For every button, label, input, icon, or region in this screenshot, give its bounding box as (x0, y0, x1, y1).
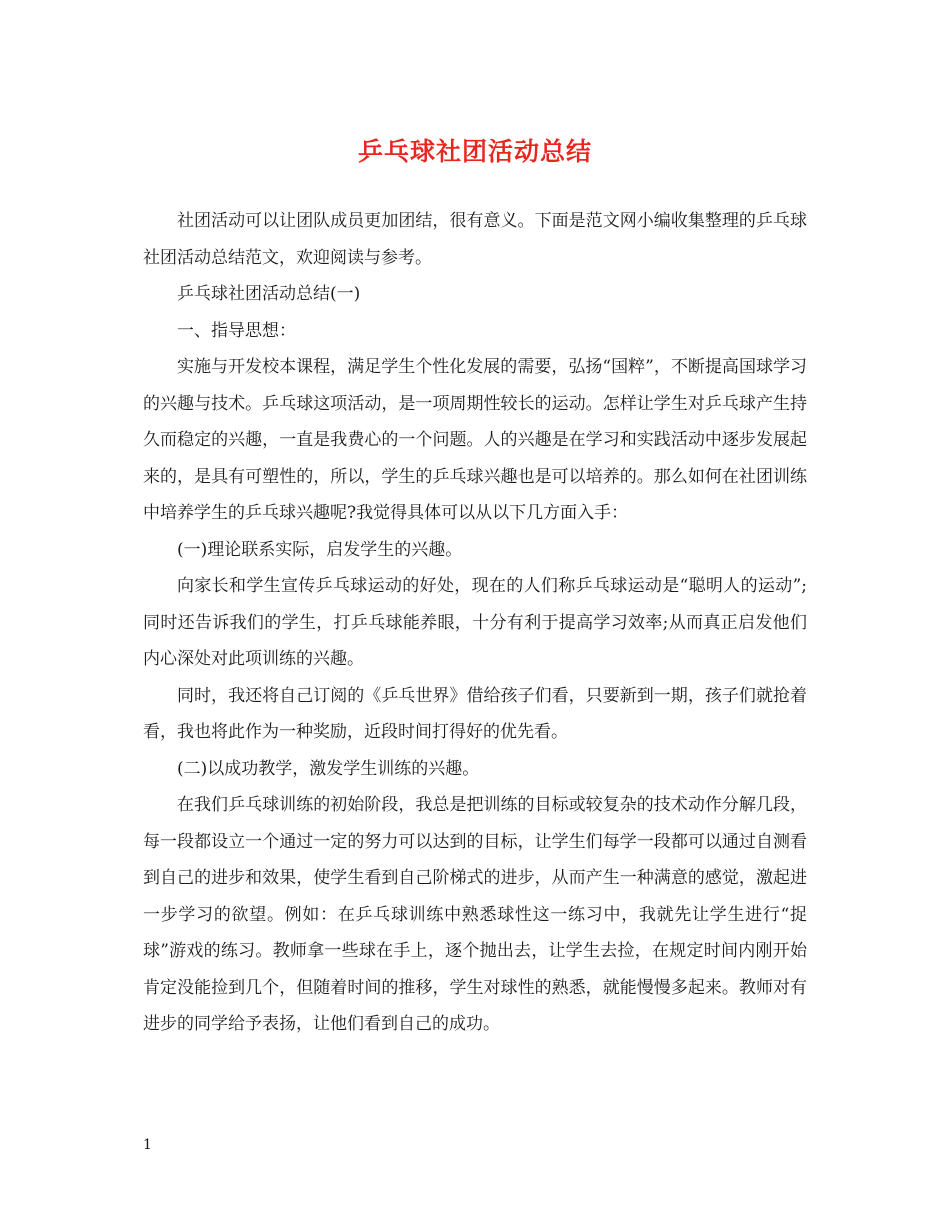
paragraph-subheading-success: (二)以成功教学，激发学生训练的兴趣。 (177, 758, 480, 779)
paragraph-theory-2: 同时，我还将自己订阅的《乒乓世界》借给孩子们看，只要新到一期，孩子们就抢着看，我也将此作为一种奖励，近段时间打得好的优先看。 (143, 685, 807, 742)
document-title: 乒乓球社团活动总结 (357, 137, 592, 166)
paragraph-subheading-theory: (一)理论联系实际，启发学生的兴趣。 (177, 539, 463, 560)
paragraph-section-heading: 乒乓球社团活动总结(一) (177, 284, 361, 304)
paragraph-guiding-thought: 实施与开发校本课程，满足学生个性化发展的需要，弘扬“国粹”，不断提高国球学习的兴趣与技术。乒乓球这项活动，是一项周期性较长的运动。怎样让学生对乒乓球产生持久而稳定的兴趣，一直是我费心的一个问题。人的兴趣是在学习和实践活动中逐步发展起来的，是具有可塑性的，所以，学生的乒乓球兴趣也是可以培养的。那么如何在社团训练中培养学生的乒乓球兴趣呢?我觉得具体可以从以下几方面入手： (143, 357, 807, 523)
paragraph-theory-1: 向家长和学生宣传乒乓球运动的好处，现在的人们称乒乓球运动是“聪明人的运动”;同时还告诉我们的学生，打乒乓球能养眼，十分有利于提高学习效率;从而真正启发他们内心深处对此项训练的兴趣。 (143, 576, 807, 669)
paragraph-subheading-guiding-thought: 一、指导思想： (177, 320, 296, 341)
page-number: 1 (143, 1137, 152, 1153)
document-body (143, 203, 807, 1043)
paragraph-success: 在我们乒乓球训练的初始阶段，我总是把训练的目标或较复杂的技术动作分解几段，每一段都设立一个通过一定的努力可以达到的目标，让学生们每学一段都可以通过自测看到自己的进步和效果，使学生看到自己阶梯式的进步，从而产生一种满意的感觉，激起进一步学习的欲望。例如：在乒乓球训练中熟悉球性这一练习中，我就先让学生进行“捉球”游戏的练习。教师拿一些球在手上，逐个抛出去，让学生去捡，在规定时间内刚开始肯定没能捡到几个，但随着时间的推移，学生对球性的熟悉，就能慢慢多起来。教师对有进步的同学给予表扬，让他们看到自己的成功。 (143, 795, 807, 1034)
paragraph-intro: 社团活动可以让团队成员更加团结，很有意义。下面是范文网小编收集整理的乒乓球社团活动总结范文，欢迎阅读与参考。 (143, 211, 807, 268)
